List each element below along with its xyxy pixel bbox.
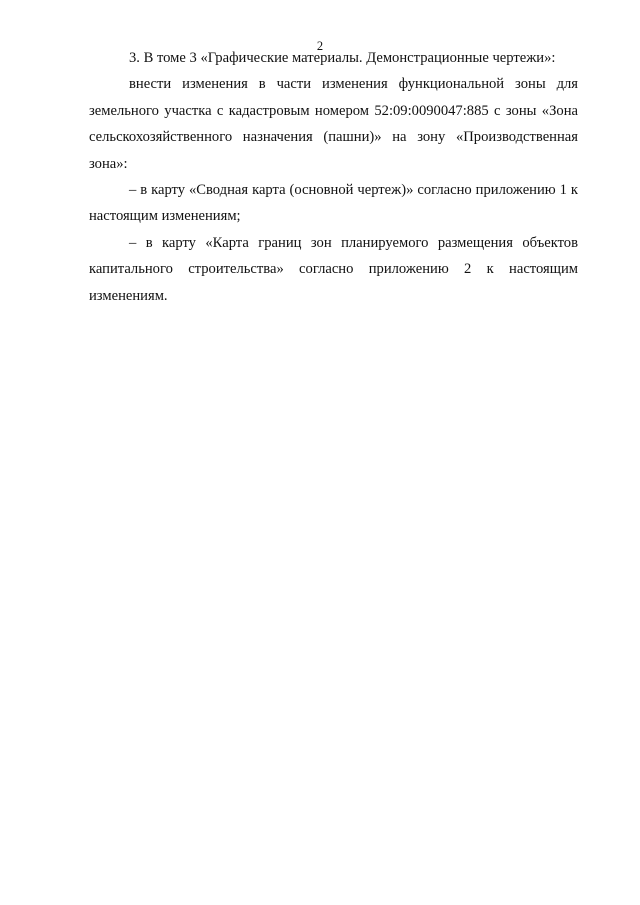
document-body <box>89 45 578 309</box>
paragraph-summary-map: – в карту «Сводная карта (основной чертеж)» согласно приложению 1 к настоящим изменениям; <box>89 182 578 225</box>
paragraph-zone-change: внести изменения в части изменения функциональной зоны для земельного участка с кадастровым номером 52:09:0090047:885 с зоны «Зона сельскохозяйственного назначения (пашни)» на зону «Производственная зона»: <box>89 76 578 172</box>
paragraph-volume-3: 3. В томе 3 «Графические материалы. Демонстрационные чертежи»: <box>129 50 556 66</box>
page-number: 2 <box>316 39 324 53</box>
paragraph-capital-construction-map: – в карту «Карта границ зон планируемого размещения объектов капитального строительства» согласно приложению 2 к настоящим изменениям. <box>89 234 578 304</box>
